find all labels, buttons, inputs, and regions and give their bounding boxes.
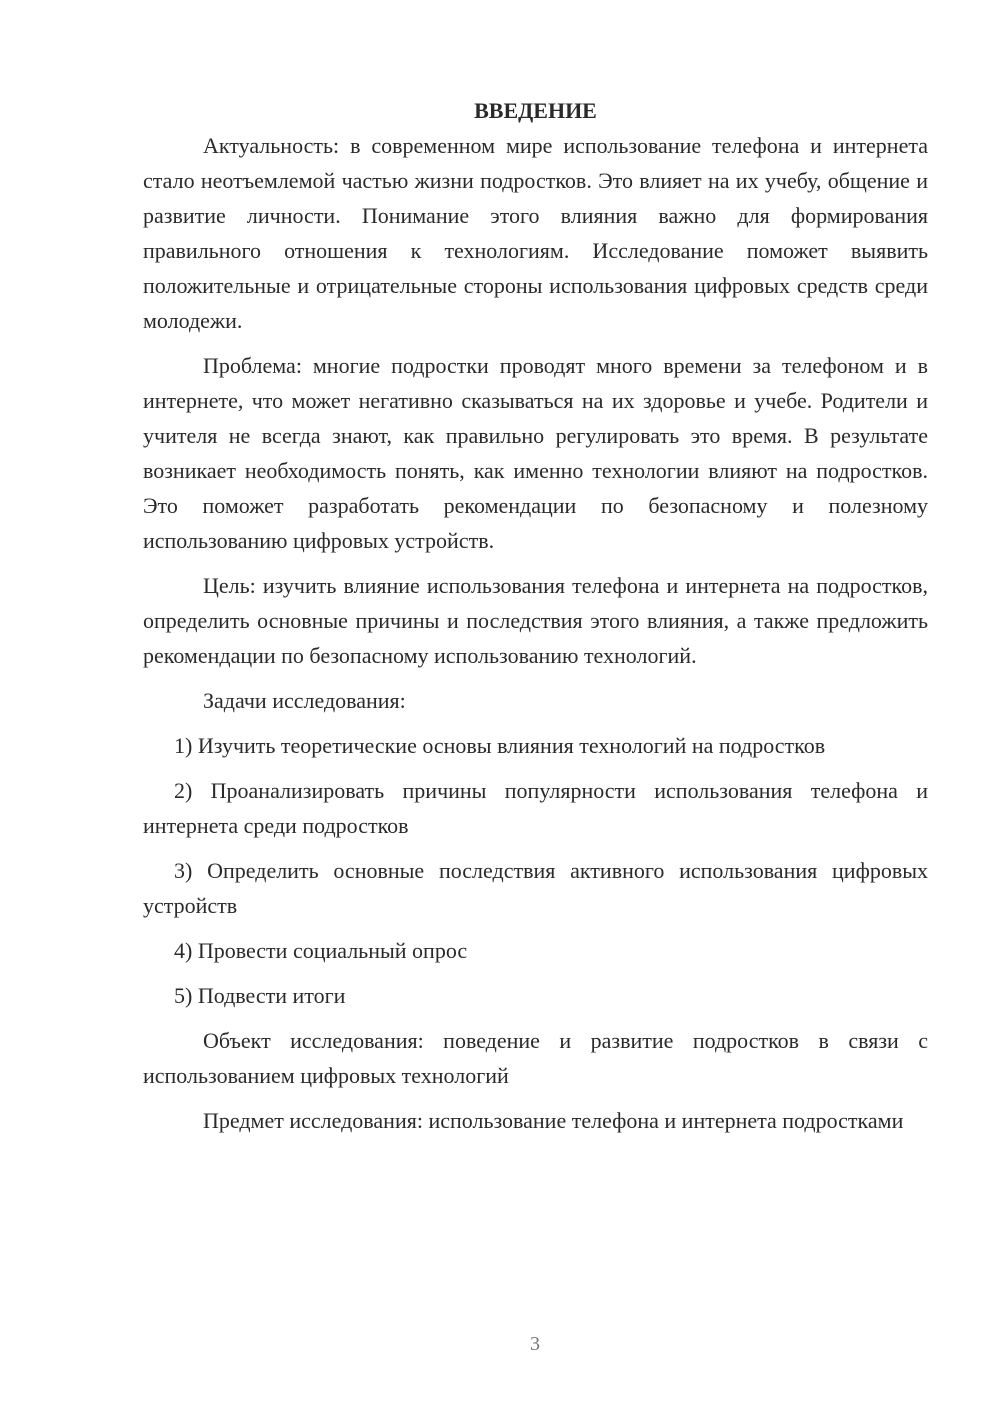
paragraph-spacer [143,673,928,683]
paragraph-problem: Проблема: многие подростки проводят много времени за телефоном и в интернете, что может негативно сказываться на их здоровье и учебе. Родители и учителя не всегда знают, как правильно регулировать это время. В результате возникает необходимость понять, как именно технологии влияют на подростков. Это поможет разработать рекомендации по безопасному и полезному использованию цифровых устройств. [143,353,928,553]
paragraph-spacer [143,1093,928,1103]
task-item-5: 5) Подвести итоги [174,983,346,1008]
paragraph-spacer [143,338,928,348]
task-item-2: 2) Проанализировать причины популярности использования телефона и интернета среди подростков [143,778,928,838]
paragraph-spacer [143,843,928,853]
task-item-1: 1) Изучить теоретические основы влияния технологий на подростков [174,733,826,758]
paragraph-object: Объект исследования: поведение и развитие подростков в связи с использованием цифровых технологий [143,1028,928,1088]
paragraph-goal: Цель: изучить влияние использования телефона и интернета на подростков, определить основные причины и последствия этого влияния, а также предложить рекомендации по безопасному использованию технологий. [143,573,928,668]
page-content [143,93,928,1138]
paragraph-spacer [143,923,928,933]
paragraph-spacer [143,1013,928,1023]
task-item-3: 3) Определить основные последствия активного использования цифровых устройств [143,858,928,918]
paragraph-subject: Предмет исследования: использование телефона и интернета подростками [203,1108,904,1133]
paragraph-spacer [143,763,928,773]
paragraph-spacer [143,968,928,978]
paragraph-spacer [143,558,928,568]
paragraph-relevance: Актуальность: в современном мире использование телефона и интернета стало неотъемлемой частью жизни подростков. Это влияет на их учебу, общение и развитие личности. Понимание этого влияния важно для формирования правильного отношения к технологиям. Исследование поможет выявить положительные и отрицательные стороны использования цифровых средств среди молодежи. [143,133,928,333]
task-item-4: 4) Провести социальный опрос [174,938,468,963]
paragraph-spacer [143,718,928,728]
page-number: 3 [530,1333,540,1355]
page-title: ВВЕДЕНИЕ [474,98,597,123]
tasks-heading: Задачи исследования: [203,688,406,713]
